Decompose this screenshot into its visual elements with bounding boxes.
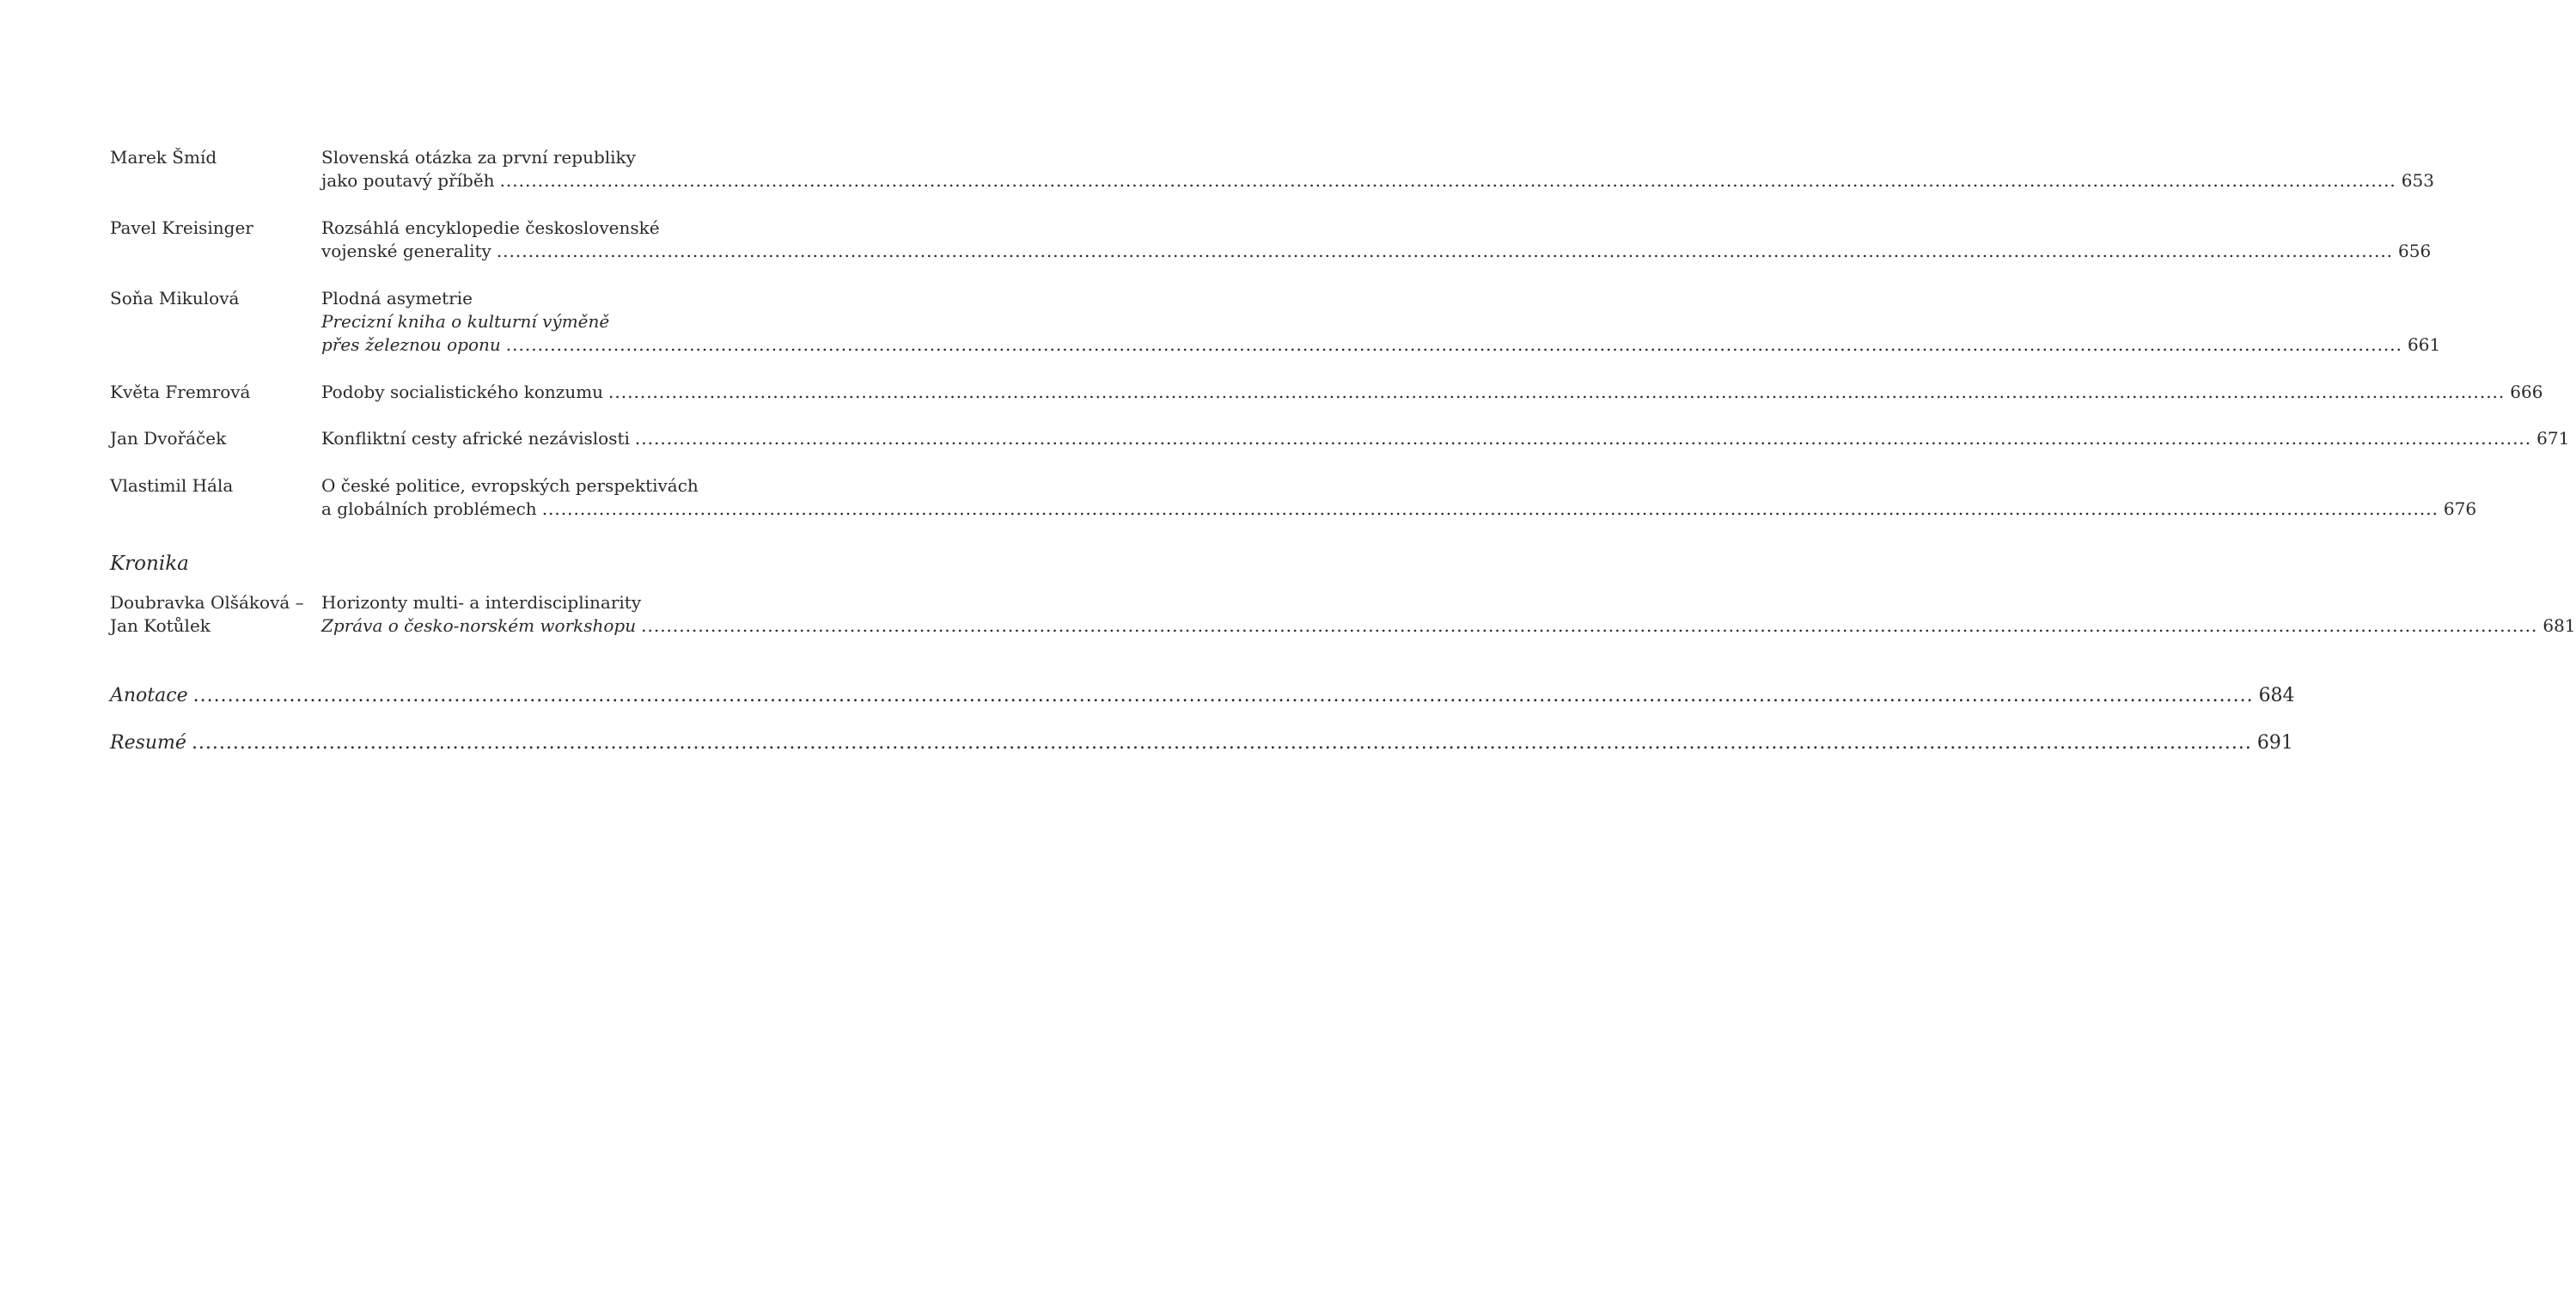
title-last-line — [321, 381, 2543, 404]
page-number: 656 — [2398, 241, 2432, 261]
resume-label: Resumé — [110, 732, 186, 754]
author-line: Doubravka Olšáková – — [110, 592, 304, 613]
title-line: Horizonty multi- a interdisciplinarity — [321, 592, 642, 613]
entry-title — [321, 287, 2441, 357]
page-number: 671 — [2536, 428, 2570, 449]
title-last-line — [321, 240, 2432, 263]
page-number: 666 — [2510, 382, 2543, 402]
leader-dots: ............................................................................................................................................................................................................................................................................................................ — [541, 498, 2439, 519]
title-last-line — [321, 427, 2570, 450]
page-number: 684 — [2258, 685, 2295, 706]
title-line: Rozsáhlá encyklopedie československé — [321, 217, 660, 238]
page-number: 676 — [2443, 498, 2477, 519]
author-line: Marek Šmíd — [110, 147, 217, 168]
toc-entry-resume — [110, 730, 2293, 756]
entry-author — [110, 381, 316, 404]
author-line: Pavel Kreisinger — [110, 217, 253, 238]
section-heading-kronika: Kronika — [110, 553, 189, 575]
leader-dots: ............................................................................................................................................................................................................................................................................................................ — [505, 334, 2403, 355]
leader-dots: ............................................................................................................................................................................................................................................................................................................ — [608, 382, 2506, 402]
page-number: 661 — [2408, 334, 2441, 355]
entry-author — [110, 287, 316, 310]
entry-title — [321, 381, 2543, 404]
author-line: Květa Fremrová — [110, 382, 251, 402]
title-line: přes železnou oponu — [321, 334, 501, 355]
leader-dots: ............................................................................................................................................................................................................................................................................................................ — [634, 428, 2532, 449]
title-line: Plodná asymetrie — [321, 288, 473, 309]
leader-dots: ............................................................................................................................................................................................................................................................................................................ — [496, 241, 2394, 261]
title-line: Zpráva o česko-norském workshopu — [321, 615, 637, 636]
entry-title — [321, 474, 2477, 521]
author-line: Soňa Mikulová — [110, 288, 240, 309]
title-line: vojenské generality — [321, 241, 491, 261]
author-line: Jan Dvořáček — [110, 428, 227, 449]
entry-author — [110, 427, 316, 450]
title-last-line — [321, 333, 2441, 357]
page-number: 653 — [2401, 170, 2434, 191]
anotace-label: Anotace — [110, 685, 188, 706]
title-line: a globálních problémech — [321, 498, 537, 519]
title-line: Slovenská otázka za první republiky — [321, 147, 636, 168]
title-line: O české politice, evropských perspektivách — [321, 475, 699, 496]
entry-title — [321, 146, 2434, 192]
title-last-line — [321, 169, 2434, 192]
title-line: jako poutavý příběh — [321, 170, 495, 191]
leader-dots: ............................................................................................................................................................................................................................................................................................................ — [499, 170, 2396, 191]
author-line: Jan Kotůlek — [110, 615, 211, 636]
entry-title — [321, 217, 2432, 263]
title-last-line — [321, 614, 2576, 638]
entry-author — [110, 217, 316, 240]
toc-entry-anotace — [110, 683, 2295, 709]
author-line: Vlastimil Hála — [110, 475, 234, 496]
leader-dots: ............................................................................................................................................................................................................................................................................................................ — [191, 732, 2252, 754]
title-line: Konfliktní cesty africké nezávislosti — [321, 428, 630, 449]
leader-dots: ............................................................................................................................................................................................................................................................................................................ — [192, 685, 2254, 706]
title-line: Precizní kniha o kulturní výměně — [321, 311, 610, 332]
entry-title — [321, 427, 2570, 450]
entry-author — [110, 591, 316, 638]
entry-author — [110, 474, 316, 498]
page-number: 691 — [2256, 732, 2293, 754]
title-last-line — [321, 498, 2477, 521]
leader-dots: ............................................................................................................................................................................................................................................................................................................ — [641, 615, 2538, 636]
page-number: 681 — [2542, 615, 2576, 636]
entry-author — [110, 146, 316, 169]
title-line: Podoby socialistického konzumu — [321, 382, 604, 402]
entry-title — [321, 591, 2576, 638]
